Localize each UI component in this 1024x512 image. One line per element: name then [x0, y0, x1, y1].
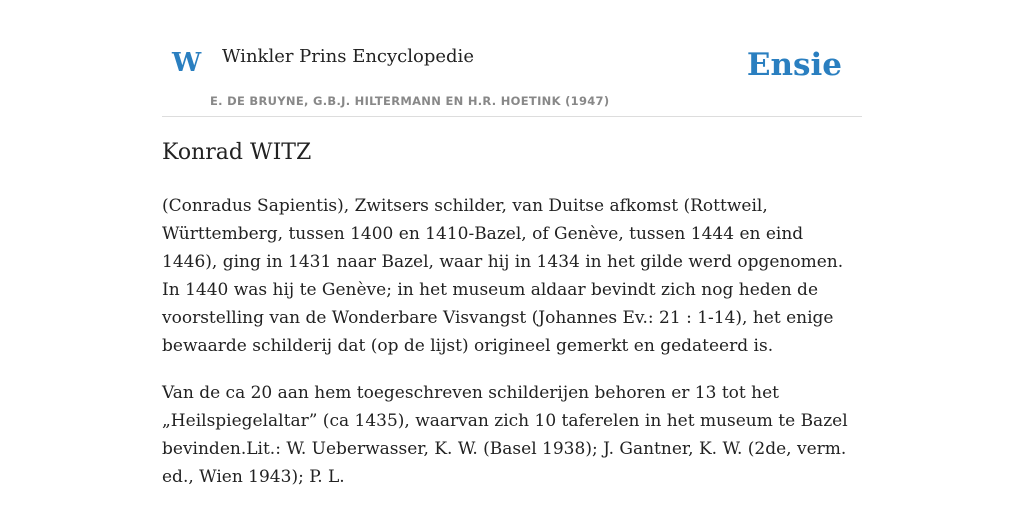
page	[162, 0, 862, 512]
site-title[interactable]: Winkler Prins Encyclopedie	[222, 46, 474, 67]
article-paragraph-1: (Conradus Sapientis), Zwitsers schilder, van Duitse afkomst (Rottweil, Württemberg, tussen 1400 en 1410-Bazel, of Genève, tussen 1444 en eind 1446), ging in 1431 naar Bazel, waar hij in 1434 in het gilde werd opgenomen. In 1440 was hij te Genève; in het museum aldaar bevindt zich nog heden de voorstelling van de Wonderbare Visvangst (Johannes Ev.: 21 : 1-14), het enige bewaarde schilderij dat (op de lijst) origineel gemerkt en gedateerd is.	[162, 196, 844, 356]
article-paragraph-2: Van de ca 20 aan hem toegeschreven schilderijen behoren er 13 tot het „Heilspiegelaltar” (ca 1435), waarvan zich 10 taferelen in het museum te Bazel bevinden.Lit.: W. Ueberwasser, K. W. (Basel 1938); J. Gantner, K. W. (2de, verm. ed., Wien 1943); P. L.	[162, 383, 848, 487]
winkler-prins-logo[interactable]: W	[172, 48, 202, 78]
header	[162, 0, 862, 117]
authors-line: E. DE BRUYNE, G.B.J. HILTERMANN EN H.R. HOETINK (1947)	[210, 94, 610, 108]
article-title: Konrad WITZ	[162, 140, 312, 165]
ensie-logo-link[interactable]: Ensie	[746, 47, 842, 83]
